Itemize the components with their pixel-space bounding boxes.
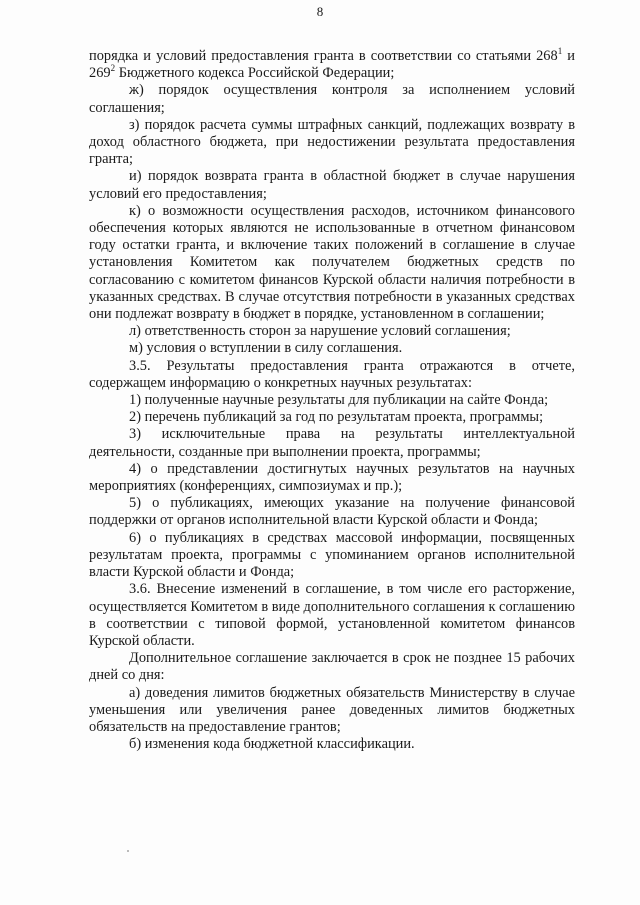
result-item-2: 2) перечень публикаций за год по результатам проекта, программы; bbox=[129, 409, 544, 426]
list-item-l: л) ответственность сторон за нарушение условий соглашения; bbox=[129, 323, 511, 340]
result-item-3: 3) исключительные права на результаты интеллектуальной деятельности, созданные при выполнении проекта, программы; bbox=[89, 426, 575, 460]
list-item-i: и) порядок возврата гранта в областной бюджет в случае нарушения условий его предоставления; bbox=[89, 168, 575, 202]
scan-speck bbox=[127, 850, 129, 852]
section-3-5: 3.5. Результаты предоставления гранта отражаются в отчете, содержащем информацию о конкретных научных результатах: bbox=[89, 357, 575, 391]
result-item-5: 5) о публикациях, имеющих указание на получение финансовой поддержки от органов исполнительной власти Курской области и Фонда; bbox=[89, 495, 575, 529]
list-item-k: к) о возможности осуществления расходов, источником финансового обеспечения которых являются не использованные в отчетном финансовом году остатки гранта, и включение таких положений в соглашение в случае установления Комитетом как получателем бюджетных средств по согласованию с комитетом финансов Курской области наличия потребности в указанных средствах. В случае отсутствия потребности в указанных средствах они подлежат возврату в бюджет в порядке, установленном в соглашении; bbox=[89, 202, 575, 323]
page-number: 8 bbox=[316, 4, 324, 19]
document-body bbox=[89, 48, 575, 753]
paragraph-continuation: порядка и условий предоставления гранта в соответствии со статьями $268^1$ и $269^2$ Бюджетного кодекса Российской Федерации; bbox=[89, 46, 575, 82]
list-item-z: з) порядок расчета суммы штрафных санкций, подлежащих возврату в доход областного бюджета, при недостижении результата предоставления гранта; bbox=[89, 116, 575, 168]
additional-agreement-term: Дополнительное соглашение заключается в срок не позднее 15 рабочих дней со дня: bbox=[89, 650, 575, 684]
result-item-4: 4) о представлении достигнутых научных результатов на научных мероприятиях (конференциях, симпозиумах и пр.); bbox=[89, 460, 575, 495]
result-item-6: 6) о публикациях в средствах массовой информации, посвященных результатам проекта, программы с упоминанием органов исполнительной власти Курской области и Фонда; bbox=[89, 529, 575, 581]
superscript-1: 1 bbox=[557, 46, 563, 56]
result-item-1: 1) полученные научные результаты для публикации на сайте Фонда; bbox=[129, 392, 549, 409]
list-item-m: м) условия о вступлении в силу соглашения. bbox=[129, 340, 403, 357]
section-3-6: 3.6. Внесение изменений в соглашение, в том числе его расторжение, осуществляется Комитетом в виде дополнительного соглашения к соглашению в соответствии с типовой формой, установленной комитетом финансов Курской области. bbox=[89, 581, 575, 649]
condition-b: б) изменения кода бюджетной классификации. bbox=[129, 736, 415, 753]
superscript-2: 2 bbox=[110, 63, 116, 74]
condition-a: а) доведения лимитов бюджетных обязательств Министерству в случае уменьшения или увеличения ранее доведенных лимитов бюджетных обязательств на предоставление грантов; bbox=[89, 684, 575, 735]
list-item-zh: ж) порядок осуществления контроля за исполнением условий соглашения; bbox=[89, 82, 575, 116]
